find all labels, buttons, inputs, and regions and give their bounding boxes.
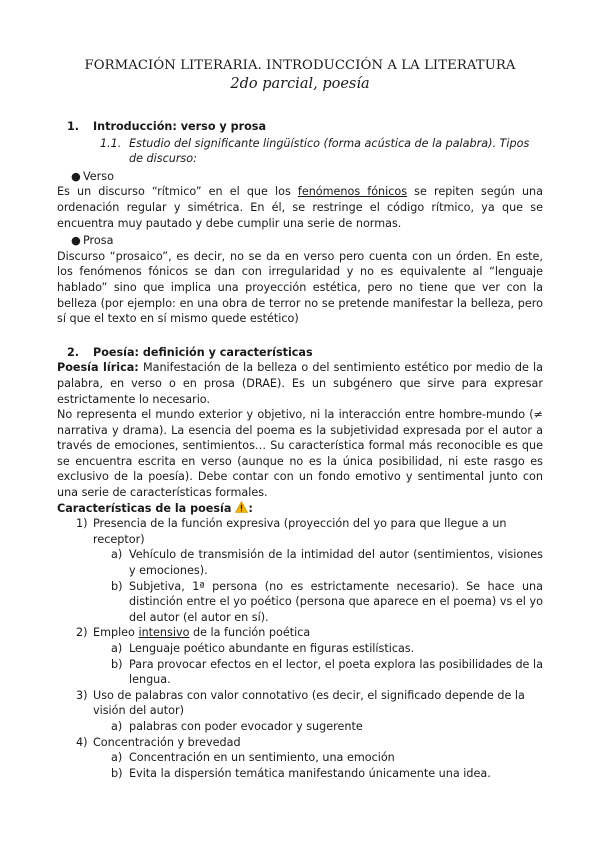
subjectivity-paragraph: No representa el mundo exterior y objetivo, ni la interacción entre hombre-mundo (≠ narrativa y drama). La esencia del poema es la subjetividad expresada por el autor a través de emociones, sentimientos… Su característica formal más reconocible es que se encuentra escrita en verso (aunque no es la única posibilidad, ni este rasgo es exclusivo de la poesía). Debe contar con un fondo emotivo y sentimental junto con una serie de características formales. <box>57 408 543 500</box>
verso-text-start: Es un discurso “rítmico” en el que los <box>57 185 298 199</box>
section-1-title: Introducción: verso y prosa <box>93 120 267 133</box>
characteristics-colon: : <box>248 501 253 515</box>
bullet-dot: ● <box>71 169 81 183</box>
sub-list-item <box>57 641 543 657</box>
sub-list-item-letter: a) <box>111 642 123 655</box>
intensivo-term: intensivo <box>138 626 190 640</box>
poesia-lirica-label: Poesía lírica: <box>57 361 139 375</box>
sub-list-item-letter: b) <box>111 766 123 780</box>
sub-list-item-text: palabras con poder evocador y sugerente <box>129 719 363 733</box>
list-item-text: Presencia de la función expresiva (proyección del yo para que llegue a un receptor) <box>93 517 507 546</box>
bullet-dot: ● <box>71 234 81 248</box>
sub-list-item-letter: b) <box>111 579 123 593</box>
section-2-heading <box>57 345 543 361</box>
sub-list-item <box>57 547 543 578</box>
fenomenos-fonicos-term: fenómenos fónicos <box>297 185 408 199</box>
verso-paragraph <box>57 184 543 231</box>
prosa-paragraph: Discurso “prosaico”, es decir, no se da en verso pero cuenta con un órden. En este, los fenómenos fónicos se dan con irregularidad y no es equivalente al “lenguaje hablado” sino que implica una proyección estética, pero no tiene que ver con la belleza (por ejemplo: en una obra de terror no se pretende manifestar la belleza, pero sí que el texto en sí mismo quede estético) <box>57 249 543 326</box>
section-2-number: 2. <box>67 345 80 359</box>
list-item <box>57 625 543 641</box>
document-body <box>57 116 543 781</box>
characteristics-heading <box>57 501 543 517</box>
sub-list-item <box>57 766 543 782</box>
subsection-1-1-text: Estudio del significante lingüístico (forma acústica de la palabra). Tipos de discurso: <box>129 136 530 166</box>
sub-list-item-text: Subjetiva, 1ª persona (no es estrictamente necesario). Se hace una distinción entre el yo poético (persona que aparece en el poema) vs el yo del autor (el autor en sí). <box>129 579 543 624</box>
sub-list-item-letter: a) <box>111 719 123 733</box>
list-item-number: 3) <box>76 688 88 702</box>
subsection-1-1-number: 1.1. <box>100 136 122 150</box>
list-item-text: Concentración y brevedad <box>93 735 241 749</box>
sub-list-item-text: Vehículo de transmisión de la intimidad del autor (sentimientos, visiones y emociones). <box>129 548 543 578</box>
list-item-number: 4) <box>76 735 88 749</box>
list-item-number: 2) <box>76 626 88 640</box>
list-item-text-end: de la función poética <box>189 626 311 640</box>
sub-list-item <box>57 579 543 626</box>
list-item <box>57 735 543 751</box>
sub-list-item <box>57 719 543 735</box>
bullet-prosa-label: Prosa <box>83 234 114 248</box>
sub-list-item-letter: a) <box>111 751 123 765</box>
list-item <box>57 516 543 547</box>
document-title: FORMACIÓN LITERARIA. INTRODUCCIÓN A LA LITERATURA <box>84 58 516 73</box>
verso-text-end: se repiten según una ordenación regular y simétrica. En él, se restringe el código rítmico, ya que se encuentra muy pautado y debe cumplir una serie de normas. <box>57 185 543 230</box>
list-item-text: Uso de palabras con valor connotativo (es decir, el significado depende de la visión del autor) <box>93 688 525 718</box>
sub-list-item-letter: a) <box>111 548 123 562</box>
bullet-verso-label: Verso <box>83 169 114 183</box>
bullet-verso <box>57 169 543 185</box>
document-subtitle: 2do parcial, poesía <box>230 76 370 92</box>
section-2-title: Poesía: definición y características <box>93 345 313 359</box>
bullet-prosa <box>57 233 543 249</box>
warning-icon <box>235 501 248 513</box>
section-1-heading <box>57 119 543 135</box>
poesia-lirica-paragraph <box>57 360 543 407</box>
list-item-text-start: Empleo <box>93 626 139 640</box>
spacer <box>57 327 543 342</box>
sub-list-item <box>57 657 543 688</box>
list-item <box>57 688 543 719</box>
sub-list-item-text: Para provocar efectos en el lector, el poeta explora las posibilidades de la lengua. <box>129 657 543 687</box>
sub-list-item-letter: b) <box>111 657 123 671</box>
characteristics-title: Características de la poesía <box>57 501 232 515</box>
list-item-number: 1) <box>76 517 88 531</box>
sub-list-item-text: Concentración en un sentimiento, una emoción <box>129 751 395 765</box>
section-1-number: 1. <box>67 120 80 133</box>
poesia-lirica-text: Manifestación de la belleza o del sentimiento estético por medio de la palabra, en verso o en prosa (DRAE). Es un subgénero que sirve para expresar estrictamente lo necesario. <box>57 361 543 406</box>
subsection-1-1 <box>57 136 543 167</box>
sub-list-item <box>57 750 543 766</box>
sub-list-item-text: Evita la dispersión temática manifestando únicamente una idea. <box>129 766 491 780</box>
sub-list-item-text: Lenguaje poético abundante en figuras estilísticas. <box>129 642 415 655</box>
